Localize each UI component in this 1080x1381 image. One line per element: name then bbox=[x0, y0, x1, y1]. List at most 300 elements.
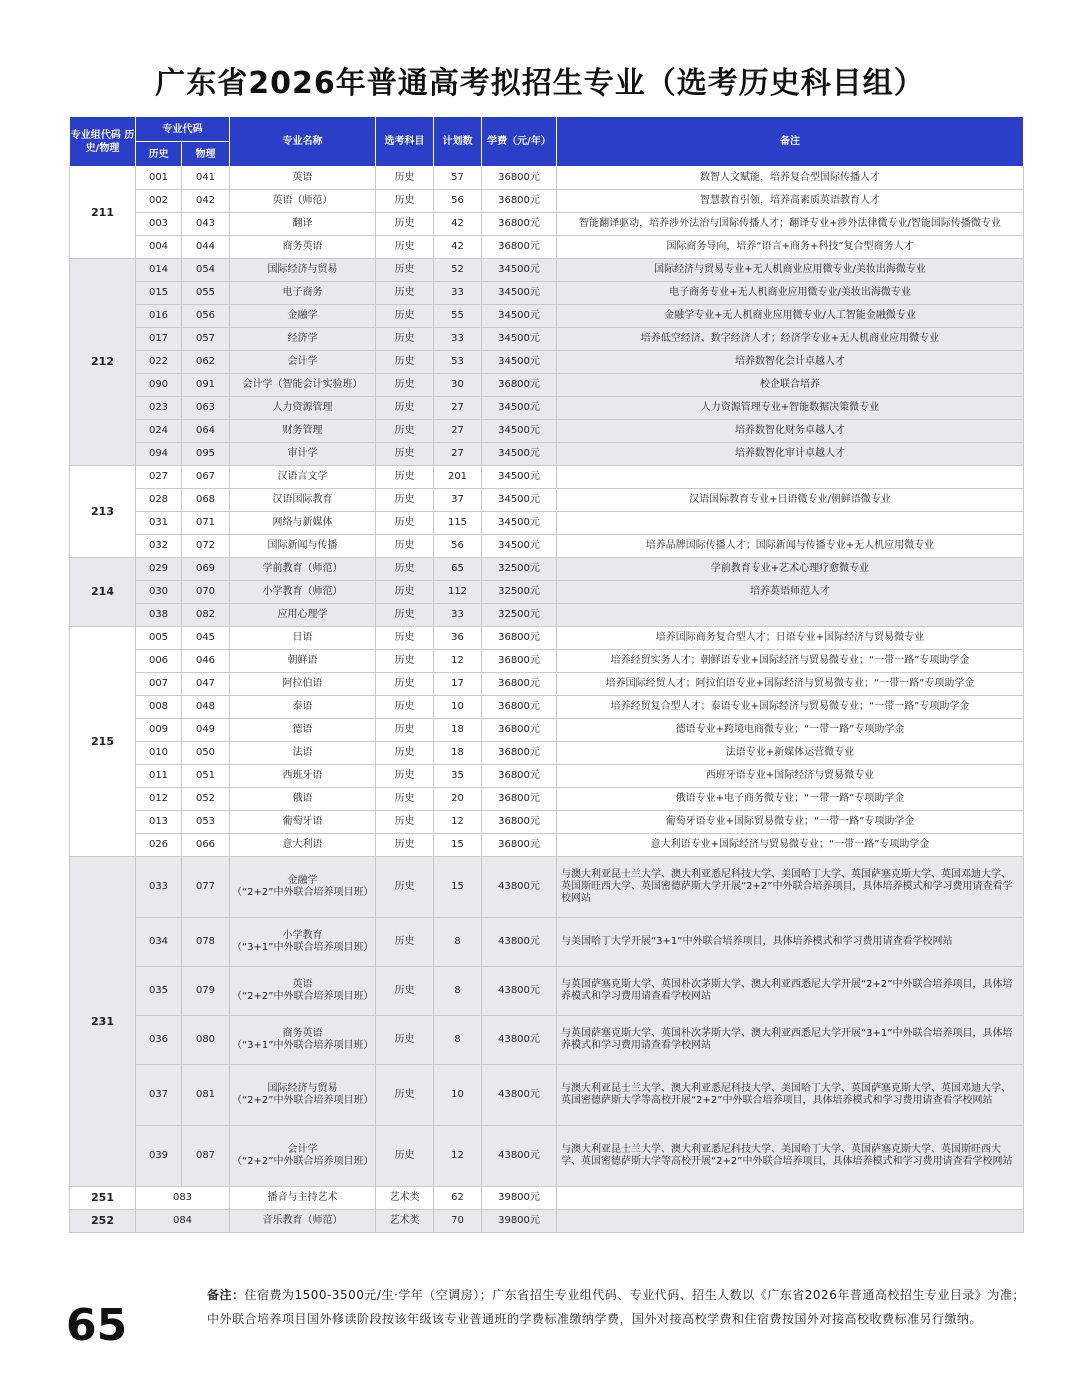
physics-code-cell: 041 bbox=[182, 167, 230, 190]
physics-code-cell: 047 bbox=[182, 673, 230, 696]
group-code-cell: 252 bbox=[70, 1210, 136, 1233]
note-cell: 电子商务专业+无人机商业应用微专业/美妆出海微专业 bbox=[557, 282, 1024, 305]
tuition-cell: 34500元 bbox=[482, 259, 557, 282]
header-subject: 选考科目 bbox=[376, 117, 434, 167]
subject-cell: 历史 bbox=[376, 259, 434, 282]
major-name-sub: （“3+1”中外联合培养项目班） bbox=[232, 942, 374, 953]
major-name-cell bbox=[230, 558, 376, 581]
history-code-cell: 024 bbox=[136, 420, 182, 443]
subject-cell: 历史 bbox=[376, 604, 434, 627]
history-code-cell: 039 bbox=[136, 1126, 182, 1187]
subject-cell: 历史 bbox=[376, 673, 434, 696]
history-code-cell: 028 bbox=[136, 489, 182, 512]
physics-code-cell: 050 bbox=[182, 742, 230, 765]
table-row bbox=[70, 489, 1024, 512]
plan-cell: 10 bbox=[434, 696, 482, 719]
table-row bbox=[70, 259, 1024, 282]
history-code-cell: 002 bbox=[136, 190, 182, 213]
physics-code-cell: 064 bbox=[182, 420, 230, 443]
note-cell: 培养国际商务复合型人才；日语专业+国际经济与贸易微专业 bbox=[557, 627, 1024, 650]
major-name-sub: （“2+2”中外联合培养项目班） bbox=[232, 1095, 374, 1106]
plan-cell: 8 bbox=[434, 918, 482, 967]
major-name: 英语 bbox=[292, 172, 313, 183]
major-name: 汉语言文学 bbox=[277, 471, 328, 482]
history-code-cell: 026 bbox=[136, 834, 182, 857]
major-name-sub: （“2+2”中外联合培养项目班） bbox=[232, 991, 374, 1002]
note-cell: 汉语国际教育专业+日语微专业/朝鲜语微专业 bbox=[557, 489, 1024, 512]
major-name-cell bbox=[230, 1187, 376, 1210]
header-note: 备注 bbox=[557, 117, 1024, 167]
plan-cell: 37 bbox=[434, 489, 482, 512]
plan-cell: 42 bbox=[434, 213, 482, 236]
history-code-cell: 030 bbox=[136, 581, 182, 604]
note-cell: 金融学专业+无人机商业应用微专业/人工智能金融微专业 bbox=[557, 305, 1024, 328]
physics-code-cell: 055 bbox=[182, 282, 230, 305]
physics-code-cell: 062 bbox=[182, 351, 230, 374]
subject-cell: 历史 bbox=[376, 558, 434, 581]
physics-code-cell: 069 bbox=[182, 558, 230, 581]
tuition-cell: 36800元 bbox=[482, 673, 557, 696]
major-name-cell bbox=[230, 857, 376, 918]
table-row bbox=[70, 581, 1024, 604]
major-name-cell bbox=[230, 535, 376, 558]
tuition-cell: 36800元 bbox=[482, 236, 557, 259]
plan-cell: 70 bbox=[434, 1210, 482, 1233]
group-code-cell: 251 bbox=[70, 1187, 136, 1210]
plan-cell: 36 bbox=[434, 627, 482, 650]
table-row bbox=[70, 236, 1024, 259]
history-code-cell: 029 bbox=[136, 558, 182, 581]
history-code-cell: 004 bbox=[136, 236, 182, 259]
major-name-cell bbox=[230, 351, 376, 374]
physics-code-cell: 087 bbox=[182, 1126, 230, 1187]
note-cell: 培养英语师范人才 bbox=[557, 581, 1024, 604]
history-code-cell: 017 bbox=[136, 328, 182, 351]
plan-cell: 27 bbox=[434, 397, 482, 420]
major-name: 音乐教育（师范） bbox=[262, 1215, 343, 1226]
plan-cell: 10 bbox=[434, 1065, 482, 1126]
physics-code-cell: 043 bbox=[182, 213, 230, 236]
plan-cell: 53 bbox=[434, 351, 482, 374]
table-row bbox=[70, 305, 1024, 328]
physics-code-cell: 052 bbox=[182, 788, 230, 811]
note-cell: 数智人文赋能，培养复合型国际传播人才 bbox=[557, 167, 1024, 190]
table-row bbox=[70, 535, 1024, 558]
major-name-cell bbox=[230, 604, 376, 627]
tuition-cell: 36800元 bbox=[482, 167, 557, 190]
subject-cell: 历史 bbox=[376, 1016, 434, 1065]
group-code-cell: 214 bbox=[70, 558, 136, 627]
table-row bbox=[70, 967, 1024, 1016]
subject-cell: 历史 bbox=[376, 650, 434, 673]
history-code-cell: 038 bbox=[136, 604, 182, 627]
plan-cell: 30 bbox=[434, 374, 482, 397]
subject-cell: 历史 bbox=[376, 397, 434, 420]
tuition-cell: 36800元 bbox=[482, 742, 557, 765]
tuition-cell: 36800元 bbox=[482, 834, 557, 857]
major-name-cell bbox=[230, 190, 376, 213]
tuition-cell: 39800元 bbox=[482, 1210, 557, 1233]
tuition-cell: 34500元 bbox=[482, 282, 557, 305]
note-cell: 智慧教育引领，培养高素质英语教育人才 bbox=[557, 190, 1024, 213]
major-name: 商务英语 bbox=[282, 241, 323, 252]
plan-cell: 12 bbox=[434, 811, 482, 834]
major-name: 审计学 bbox=[287, 448, 318, 459]
plan-cell: 42 bbox=[434, 236, 482, 259]
subject-cell: 艺术类 bbox=[376, 1210, 434, 1233]
table-row bbox=[70, 811, 1024, 834]
footer-note bbox=[207, 1283, 1027, 1331]
major-name-cell bbox=[230, 512, 376, 535]
plan-cell: 15 bbox=[434, 857, 482, 918]
tuition-cell: 36800元 bbox=[482, 213, 557, 236]
plan-cell: 62 bbox=[434, 1187, 482, 1210]
table-row bbox=[70, 696, 1024, 719]
history-code-cell: 005 bbox=[136, 627, 182, 650]
major-name-cell bbox=[230, 1065, 376, 1126]
physics-code-cell: 091 bbox=[182, 374, 230, 397]
history-code-cell: 001 bbox=[136, 167, 182, 190]
history-code-cell: 014 bbox=[136, 259, 182, 282]
group-code-cell: 215 bbox=[70, 627, 136, 857]
table-row bbox=[70, 1187, 1024, 1210]
note-cell bbox=[557, 512, 1024, 535]
tuition-cell: 34500元 bbox=[482, 466, 557, 489]
major-name-cell bbox=[230, 673, 376, 696]
note-cell bbox=[557, 1187, 1024, 1210]
tuition-cell: 36800元 bbox=[482, 650, 557, 673]
table-row bbox=[70, 1016, 1024, 1065]
history-code-cell: 090 bbox=[136, 374, 182, 397]
note-cell: 人力资源管理专业+智能数据决策微专业 bbox=[557, 397, 1024, 420]
table-row bbox=[70, 742, 1024, 765]
tuition-cell: 43800元 bbox=[482, 1065, 557, 1126]
physics-code-cell: 046 bbox=[182, 650, 230, 673]
major-name-cell bbox=[230, 918, 376, 967]
physics-code-cell: 042 bbox=[182, 190, 230, 213]
major-name-cell bbox=[230, 1016, 376, 1065]
note-cell: 与美国哈丁大学开展“3+1”中外联合培养项目，具体培养模式和学习费用请查看学校网站 bbox=[557, 918, 1024, 967]
plan-cell: 65 bbox=[434, 558, 482, 581]
note-cell: 国际商务导向，培养“语言+商务+科技”复合型商务人才 bbox=[557, 236, 1024, 259]
major-name-cell bbox=[230, 811, 376, 834]
tuition-cell: 43800元 bbox=[482, 1126, 557, 1187]
major-name: 国际新闻与传播 bbox=[267, 540, 338, 551]
major-name-cell bbox=[230, 443, 376, 466]
note-cell: 德语专业+跨境电商微专业；“一带一路”专项助学金 bbox=[557, 719, 1024, 742]
major-name-cell bbox=[230, 236, 376, 259]
subject-cell: 历史 bbox=[376, 190, 434, 213]
plan-cell: 33 bbox=[434, 282, 482, 305]
physics-code-cell: 053 bbox=[182, 811, 230, 834]
subject-cell: 历史 bbox=[376, 811, 434, 834]
subject-cell: 艺术类 bbox=[376, 1187, 434, 1210]
group-code-cell: 231 bbox=[70, 857, 136, 1187]
physics-code-cell: 057 bbox=[182, 328, 230, 351]
tuition-cell: 36800元 bbox=[482, 811, 557, 834]
history-code-cell: 032 bbox=[136, 535, 182, 558]
history-code-cell: 033 bbox=[136, 857, 182, 918]
table-row bbox=[70, 190, 1024, 213]
plan-cell: 52 bbox=[434, 259, 482, 282]
tuition-cell: 43800元 bbox=[482, 967, 557, 1016]
table-row bbox=[70, 328, 1024, 351]
table-row bbox=[70, 282, 1024, 305]
note-cell: 培养数智化财务卓越人才 bbox=[557, 420, 1024, 443]
major-name-cell bbox=[230, 328, 376, 351]
major-name: 泰语 bbox=[292, 701, 313, 712]
tuition-cell: 32500元 bbox=[482, 581, 557, 604]
plan-cell: 12 bbox=[434, 650, 482, 673]
table-row bbox=[70, 1210, 1024, 1233]
note-cell: 意大利语专业+国际经济与贸易微专业；“一带一路”专项助学金 bbox=[557, 834, 1024, 857]
tuition-cell: 32500元 bbox=[482, 604, 557, 627]
note-cell: 培养数智化会计卓越人才 bbox=[557, 351, 1024, 374]
physics-code-cell: 095 bbox=[182, 443, 230, 466]
major-name: 朝鲜语 bbox=[287, 655, 318, 666]
plan-cell: 57 bbox=[434, 167, 482, 190]
note-cell: 培养经贸实务人才；朝鲜语专业+国际经济与贸易微专业；“一带一路”专项助学金 bbox=[557, 650, 1024, 673]
major-name-cell bbox=[230, 466, 376, 489]
header-plan: 计划数 bbox=[434, 117, 482, 167]
tuition-cell: 36800元 bbox=[482, 190, 557, 213]
subject-cell: 历史 bbox=[376, 834, 434, 857]
major-name: 法语 bbox=[292, 747, 313, 758]
major-name: 德语 bbox=[292, 724, 313, 735]
history-code-cell: 008 bbox=[136, 696, 182, 719]
table-row bbox=[70, 558, 1024, 581]
history-code-cell: 011 bbox=[136, 765, 182, 788]
physics-code-cell: 048 bbox=[182, 696, 230, 719]
tuition-cell: 36800元 bbox=[482, 374, 557, 397]
plan-cell: 18 bbox=[434, 742, 482, 765]
table-row bbox=[70, 857, 1024, 918]
subject-cell: 历史 bbox=[376, 788, 434, 811]
major-name-sub: （“2+2”中外联合培养项目班） bbox=[232, 887, 374, 898]
table-row bbox=[70, 627, 1024, 650]
history-code-cell: 031 bbox=[136, 512, 182, 535]
table-row bbox=[70, 765, 1024, 788]
tuition-cell: 36800元 bbox=[482, 788, 557, 811]
subject-cell: 历史 bbox=[376, 627, 434, 650]
physics-code-cell: 063 bbox=[182, 397, 230, 420]
group-code-cell: 211 bbox=[70, 167, 136, 259]
history-code-cell: 015 bbox=[136, 282, 182, 305]
subject-cell: 历史 bbox=[376, 305, 434, 328]
major-name: 会计学（智能会计实验班） bbox=[242, 379, 363, 390]
physics-code-cell: 082 bbox=[182, 604, 230, 627]
major-name: 网络与新媒体 bbox=[272, 517, 333, 528]
major-name-cell bbox=[230, 696, 376, 719]
table-row bbox=[70, 834, 1024, 857]
plan-cell: 55 bbox=[434, 305, 482, 328]
physics-code-cell: 049 bbox=[182, 719, 230, 742]
tuition-cell: 34500元 bbox=[482, 305, 557, 328]
subject-cell: 历史 bbox=[376, 167, 434, 190]
major-name-cell bbox=[230, 834, 376, 857]
history-code-cell: 023 bbox=[136, 397, 182, 420]
group-code-cell: 213 bbox=[70, 466, 136, 558]
major-name: 小学教育 bbox=[282, 930, 323, 941]
history-code-cell: 094 bbox=[136, 443, 182, 466]
subject-cell: 历史 bbox=[376, 351, 434, 374]
note-cell: 培养国际经贸人才；阿拉伯语专业+国际经济与贸易微专业；“一带一路”专项助学金 bbox=[557, 673, 1024, 696]
note-cell: 俄语专业+电子商务微专业；“一带一路”专项助学金 bbox=[557, 788, 1024, 811]
note-cell: 与英国萨塞克斯大学、英国朴次茅斯大学、澳大利亚西悉尼大学开展“3+1”中外联合培养项目，具体培养模式和学习费用请查看学校网站 bbox=[557, 1016, 1024, 1065]
subject-cell: 历史 bbox=[376, 489, 434, 512]
table-row bbox=[70, 650, 1024, 673]
major-name: 播音与主持艺术 bbox=[267, 1192, 338, 1203]
major-name: 俄语 bbox=[292, 793, 313, 804]
tuition-cell: 36800元 bbox=[482, 719, 557, 742]
note-cell: 葡萄牙语专业+国际贸易微专业；“一带一路”专项助学金 bbox=[557, 811, 1024, 834]
table-row bbox=[70, 466, 1024, 489]
major-name-cell bbox=[230, 742, 376, 765]
major-name-cell bbox=[230, 627, 376, 650]
note-cell: 西班牙语专业+国际经济与贸易微专业 bbox=[557, 765, 1024, 788]
physics-code-cell: 079 bbox=[182, 967, 230, 1016]
table-row bbox=[70, 420, 1024, 443]
table-row bbox=[70, 788, 1024, 811]
major-name-cell bbox=[230, 788, 376, 811]
plan-cell: 20 bbox=[434, 788, 482, 811]
history-code-cell: 035 bbox=[136, 967, 182, 1016]
plan-cell: 56 bbox=[434, 190, 482, 213]
history-code-cell: 013 bbox=[136, 811, 182, 834]
note-cell: 与英国萨塞克斯大学、英国朴次茅斯大学、澳大利亚西悉尼大学开展“2+2”中外联合培养项目，具体培养模式和学习费用请查看学校网站 bbox=[557, 967, 1024, 1016]
footer-note-text: 住宿费为1500-3500元/生·学年（空调房）；广东省招生专业组代码、专业代码、招生人数以《广东省2026年普通高校招生专业目录》为准；中外联合培养项目国外修读阶段按该年级该专业普通班的学费标准缴纳学费，国外对接高校学费和住宿费按国外对接高校收费标准另行缴纳。 bbox=[207, 1288, 1025, 1326]
plan-cell: 12 bbox=[434, 1126, 482, 1187]
plan-cell: 33 bbox=[434, 604, 482, 627]
table-row bbox=[70, 443, 1024, 466]
physics-code-cell: 080 bbox=[182, 1016, 230, 1065]
major-code-cell: 083 bbox=[136, 1187, 230, 1210]
tuition-cell: 34500元 bbox=[482, 397, 557, 420]
history-code-cell: 007 bbox=[136, 673, 182, 696]
major-name-cell bbox=[230, 1210, 376, 1233]
note-cell: 培养经贸复合型人才；泰语专业+国际经济与贸易微专业；“一带一路”专项助学金 bbox=[557, 696, 1024, 719]
plan-cell: 201 bbox=[434, 466, 482, 489]
physics-code-cell: 054 bbox=[182, 259, 230, 282]
tuition-cell: 32500元 bbox=[482, 558, 557, 581]
major-name-cell bbox=[230, 213, 376, 236]
tuition-cell: 36800元 bbox=[482, 765, 557, 788]
major-name-cell bbox=[230, 305, 376, 328]
physics-code-cell: 078 bbox=[182, 918, 230, 967]
physics-code-cell: 056 bbox=[182, 305, 230, 328]
major-name-cell bbox=[230, 650, 376, 673]
history-code-cell: 006 bbox=[136, 650, 182, 673]
major-name: 会计学 bbox=[287, 356, 318, 367]
subject-cell: 历史 bbox=[376, 328, 434, 351]
subject-cell: 历史 bbox=[376, 719, 434, 742]
header-major-code: 专业代码 bbox=[136, 117, 230, 142]
major-name: 财务管理 bbox=[282, 425, 323, 436]
major-code-cell: 084 bbox=[136, 1210, 230, 1233]
major-name: 国际经济与贸易 bbox=[267, 264, 338, 275]
physics-code-cell: 070 bbox=[182, 581, 230, 604]
plan-cell: 115 bbox=[434, 512, 482, 535]
plan-cell: 56 bbox=[434, 535, 482, 558]
tuition-cell: 34500元 bbox=[482, 512, 557, 535]
table-row bbox=[70, 1065, 1024, 1126]
table-row bbox=[70, 167, 1024, 190]
tuition-cell: 43800元 bbox=[482, 857, 557, 918]
physics-code-cell: 072 bbox=[182, 535, 230, 558]
major-name-cell bbox=[230, 967, 376, 1016]
physics-code-cell: 068 bbox=[182, 489, 230, 512]
history-code-cell: 009 bbox=[136, 719, 182, 742]
note-cell: 培养数智化审计卓越人才 bbox=[557, 443, 1024, 466]
note-cell: 学前教育专业+艺术心理疗愈微专业 bbox=[557, 558, 1024, 581]
plan-cell: 35 bbox=[434, 765, 482, 788]
note-cell bbox=[557, 1210, 1024, 1233]
tuition-cell: 36800元 bbox=[482, 627, 557, 650]
history-code-cell: 012 bbox=[136, 788, 182, 811]
subject-cell: 历史 bbox=[376, 742, 434, 765]
footer-note-label: 备注： bbox=[207, 1288, 245, 1302]
tuition-cell: 34500元 bbox=[482, 535, 557, 558]
major-name: 阿拉伯语 bbox=[282, 678, 323, 689]
table-row bbox=[70, 512, 1024, 535]
header-physics: 物理 bbox=[182, 142, 230, 167]
major-name: 意大利语 bbox=[282, 839, 323, 850]
subject-cell: 历史 bbox=[376, 420, 434, 443]
major-name-cell bbox=[230, 765, 376, 788]
page-number: 65 bbox=[66, 1300, 128, 1351]
subject-cell: 历史 bbox=[376, 857, 434, 918]
plan-cell: 112 bbox=[434, 581, 482, 604]
table-row bbox=[70, 374, 1024, 397]
major-name-cell bbox=[230, 420, 376, 443]
subject-cell: 历史 bbox=[376, 512, 434, 535]
major-name: 人力资源管理 bbox=[272, 402, 333, 413]
plan-cell: 8 bbox=[434, 1016, 482, 1065]
major-name-sub: （“2+2”中外联合培养项目班） bbox=[232, 1156, 374, 1167]
major-name: 汉语国际教育 bbox=[272, 494, 333, 505]
tuition-cell: 36800元 bbox=[482, 696, 557, 719]
history-code-cell: 016 bbox=[136, 305, 182, 328]
physics-code-cell: 051 bbox=[182, 765, 230, 788]
tuition-cell: 34500元 bbox=[482, 489, 557, 512]
major-name: 小学教育（师范） bbox=[262, 586, 343, 597]
major-name: 西班牙语 bbox=[282, 770, 323, 781]
major-name-cell bbox=[230, 1126, 376, 1187]
subject-cell: 历史 bbox=[376, 1126, 434, 1187]
plan-cell: 8 bbox=[434, 967, 482, 1016]
major-name: 翻译 bbox=[292, 218, 313, 229]
history-code-cell: 027 bbox=[136, 466, 182, 489]
major-name: 学前教育（师范） bbox=[262, 563, 343, 574]
tuition-cell: 43800元 bbox=[482, 1016, 557, 1065]
plan-cell: 33 bbox=[434, 328, 482, 351]
major-name-cell bbox=[230, 719, 376, 742]
plan-cell: 27 bbox=[434, 443, 482, 466]
admission-table bbox=[69, 116, 1024, 1233]
major-name: 英语（师范） bbox=[272, 195, 333, 206]
note-cell: 与澳大利亚昆士兰大学、澳大利亚悉尼科技大学、美国哈丁大学、英国萨塞克斯大学、英国斯旺西大学、英国密德萨斯大学等高校开展“2+2”中外联合培养项目，具体培养模式和学习费用请查看学校网站 bbox=[557, 1126, 1024, 1187]
table-row bbox=[70, 213, 1024, 236]
subject-cell: 历史 bbox=[376, 1065, 434, 1126]
header-major-name: 专业名称 bbox=[230, 117, 376, 167]
major-name: 应用心理学 bbox=[277, 609, 328, 620]
tuition-cell: 34500元 bbox=[482, 420, 557, 443]
major-name-cell bbox=[230, 374, 376, 397]
major-name-cell bbox=[230, 259, 376, 282]
table-row bbox=[70, 351, 1024, 374]
history-code-cell: 037 bbox=[136, 1065, 182, 1126]
tuition-cell: 39800元 bbox=[482, 1187, 557, 1210]
